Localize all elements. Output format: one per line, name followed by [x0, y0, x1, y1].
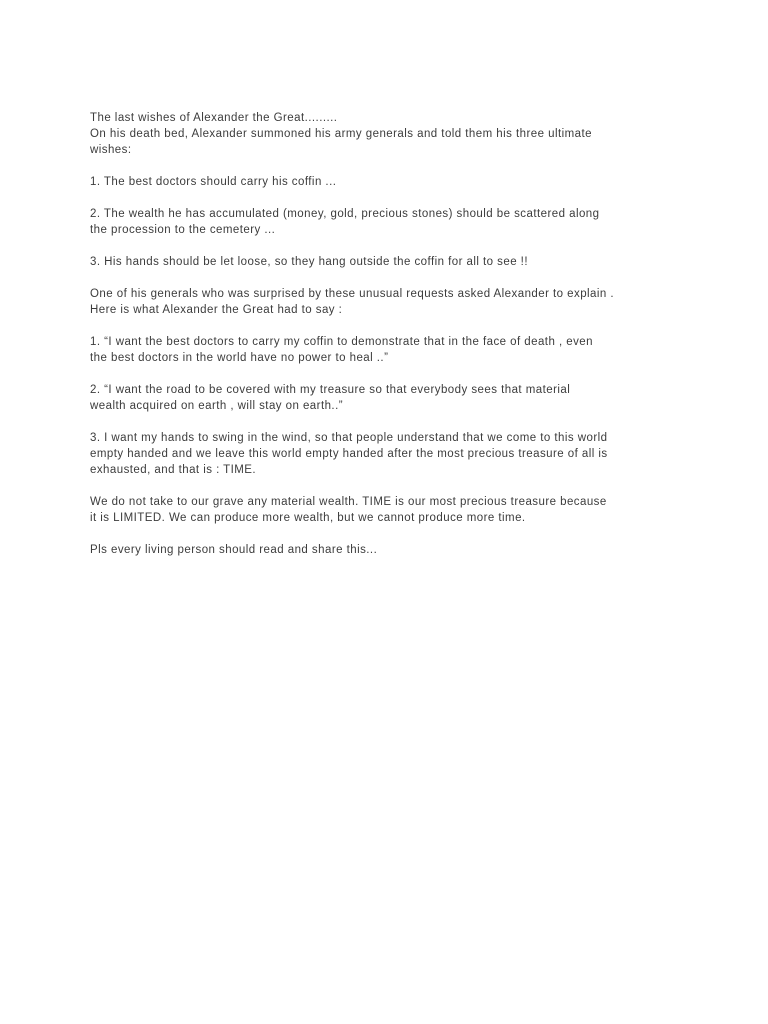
document-page [90, 110, 700, 574]
explanation-1-line: 1. “I want the best doctors to carry my coffin to demonstrate that in the face of death , even [90, 336, 593, 348]
explanation-3-line: 3. I want my hands to swing in the wind, so that people understand that we come to this world [90, 432, 608, 444]
conclusion-line: it is LIMITED. We can produce more wealth, but we cannot produce more time. [90, 512, 526, 524]
explanation-3-line: empty handed and we leave this world empty handed after the most precious treasure of all is [90, 448, 608, 460]
wish-3-paragraph [90, 254, 700, 270]
wish-3-line: 3. His hands should be let loose, so they hang outside the coffin for all to see !! [90, 256, 528, 268]
wish-2-paragraph [90, 206, 700, 238]
conclusion-line: We do not take to our grave any material wealth. TIME is our most precious treasure because [90, 496, 607, 508]
explanation-2-line: 2. “I want the road to be covered with my treasure so that everybody sees that material [90, 384, 571, 396]
generals-line: Here is what Alexander the Great had to say : [90, 304, 343, 316]
explanation-2-paragraph [90, 382, 700, 414]
wish-1-paragraph [90, 174, 700, 190]
closing-line: Pls every living person should read and share this... [90, 544, 378, 556]
explanation-2-line: wealth acquired on earth , will stay on earth..” [90, 400, 343, 412]
wish-2-line: 2. The wealth he has accumulated (money, gold, precious stones) should be scattered along [90, 208, 600, 220]
conclusion-paragraph [90, 494, 700, 526]
closing-paragraph [90, 542, 700, 558]
explanation-3-paragraph [90, 430, 700, 478]
explanation-3-line: exhausted, and that is : TIME. [90, 464, 257, 476]
explanation-1-paragraph [90, 334, 700, 366]
explanation-1-line: the best doctors in the world have no power to heal ..” [90, 352, 389, 364]
generals-paragraph [90, 286, 700, 318]
wish-2-line: the procession to the cemetery ... [90, 224, 276, 236]
document-title: The last wishes of Alexander the Great......... [90, 112, 338, 124]
wish-1-line: 1. The best doctors should carry his coffin ... [90, 176, 337, 188]
generals-line: One of his generals who was surprised by these unusual requests asked Alexander to explain . [90, 288, 615, 300]
intro-line: wishes: [90, 144, 132, 156]
intro-line: On his death bed, Alexander summoned his army generals and told them his three ultimate [90, 128, 592, 140]
intro-paragraph [90, 110, 700, 158]
